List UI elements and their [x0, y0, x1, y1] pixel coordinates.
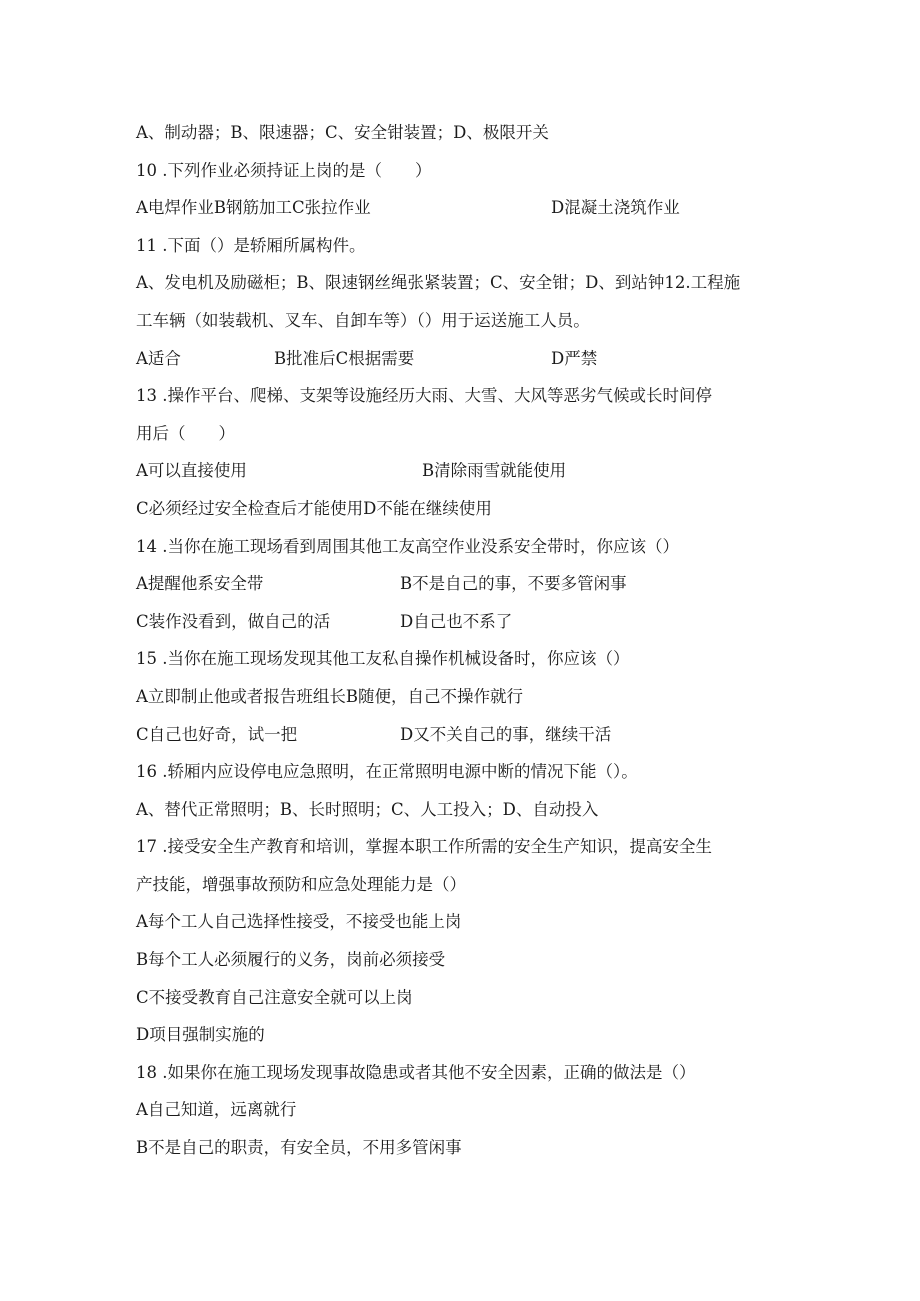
question-17 — [136, 828, 806, 866]
question-text: 产技能，增强事故预防和应急处理能力是（） — [136, 874, 466, 894]
option-text: A提醒他系安全带 — [136, 574, 264, 594]
options-line — [136, 678, 806, 716]
option-text: D又不关自己的事，继续干活 — [400, 724, 612, 744]
question-text: 13 .操作平台、爬梯、支架等设施经历大雨、大雪、大风等恶劣气候或长时间停 — [136, 386, 712, 406]
option-text: B每个工人必须履行的义务，岗前必须接受 — [136, 950, 446, 970]
question-13-continued — [136, 415, 806, 453]
question-14 — [136, 528, 806, 566]
option-text: A、替代正常照明；B、长时照明；C、人工投入；D、自动投入 — [136, 799, 599, 819]
option-text: C不接受教育自己注意安全就可以上岗 — [136, 987, 413, 1007]
question-11 — [136, 227, 806, 265]
options-line — [136, 340, 806, 378]
option-text: C必须经过安全检查后才能使用D不能在继续使用 — [136, 498, 492, 518]
question-17-continued — [136, 866, 806, 904]
option-text: D项目强制实施的 — [136, 1025, 265, 1045]
option-text: A每个工人自己选择性接受，不接受也能上岗 — [136, 912, 462, 932]
document-page — [136, 114, 806, 1167]
options-line — [136, 1129, 806, 1167]
options-line — [136, 791, 806, 829]
options-line — [136, 565, 806, 603]
option-text: C自己也好奇，试一把 — [136, 724, 298, 744]
options-line — [136, 603, 806, 641]
options-line — [136, 903, 806, 941]
option-text: D自己也不系了 — [400, 611, 513, 631]
options-line — [136, 716, 806, 754]
options-line — [136, 1016, 806, 1054]
question-text: 用后（ ） — [136, 423, 235, 443]
question-text: 17 .接受安全生产教育和培训，掌握本职工作所需的安全生产知识，提高安全生 — [136, 837, 712, 857]
option-text: A立即制止他或者报告班组长B随便，自己不操作就行 — [136, 686, 524, 706]
option-text: D混凝土浇筑作业 — [551, 198, 680, 218]
question-18 — [136, 1054, 806, 1092]
options-line — [136, 941, 806, 979]
options-line — [136, 264, 806, 302]
options-line — [136, 490, 806, 528]
question-text: 18 .如果你在施工现场发现事故隐患或者其他不安全因素，正确的做法是（） — [136, 1062, 696, 1082]
option-text: A适合 — [136, 348, 181, 368]
question-13 — [136, 377, 806, 415]
question-text: 15 .当你在施工现场发现其他工友私自操作机械设备时，你应该（） — [136, 649, 630, 669]
option-text: A电焊作业B钢筋加工C张拉作业 — [136, 198, 371, 218]
option-text: B不是自己的职责，有安全员，不用多管闲事 — [136, 1138, 462, 1158]
option-text: C装作没看到，做自己的活 — [136, 611, 331, 631]
question-10 — [136, 152, 806, 190]
option-text: A、发电机及励磁柜；B、限速钢丝绳张紧装置；C、安全钳；D、到站钟12.工程施 — [136, 273, 741, 293]
options-line — [136, 1091, 806, 1129]
question-text: 14 .当你在施工现场看到周围其他工友高空作业没系安全带时，你应该（） — [136, 536, 679, 556]
question-text: 工车辆（如装载机、叉车、自卸车等）（）用于运送施工人员。 — [136, 310, 590, 330]
option-text: B批准后C根据需要 — [274, 348, 415, 368]
text-line — [136, 114, 806, 152]
option-text: D严禁 — [551, 348, 598, 368]
line-text: A、制动器；B、限速器；C、安全钳装置；D、极限开关 — [136, 123, 549, 142]
question-text: 16 .轿厢内应设停电应急照明，在正常照明电源中断的情况下能（）。 — [136, 762, 638, 782]
question-text: 11 .下面（）是轿厢所属构件。 — [136, 235, 366, 255]
option-text: B清除雨雪就能使用 — [422, 461, 567, 481]
option-text: A自己知道，远离就行 — [136, 1100, 297, 1120]
option-text: A可以直接使用 — [136, 461, 247, 481]
option-text: B不是自己的事，不要多管闲事 — [400, 574, 627, 594]
options-line — [136, 452, 806, 490]
question-12-continued — [136, 302, 806, 340]
question-16 — [136, 753, 806, 791]
question-15 — [136, 640, 806, 678]
options-line — [136, 979, 806, 1017]
question-text: 10 .下列作业必须持证上岗的是（ ） — [136, 160, 432, 180]
options-line — [136, 189, 806, 227]
